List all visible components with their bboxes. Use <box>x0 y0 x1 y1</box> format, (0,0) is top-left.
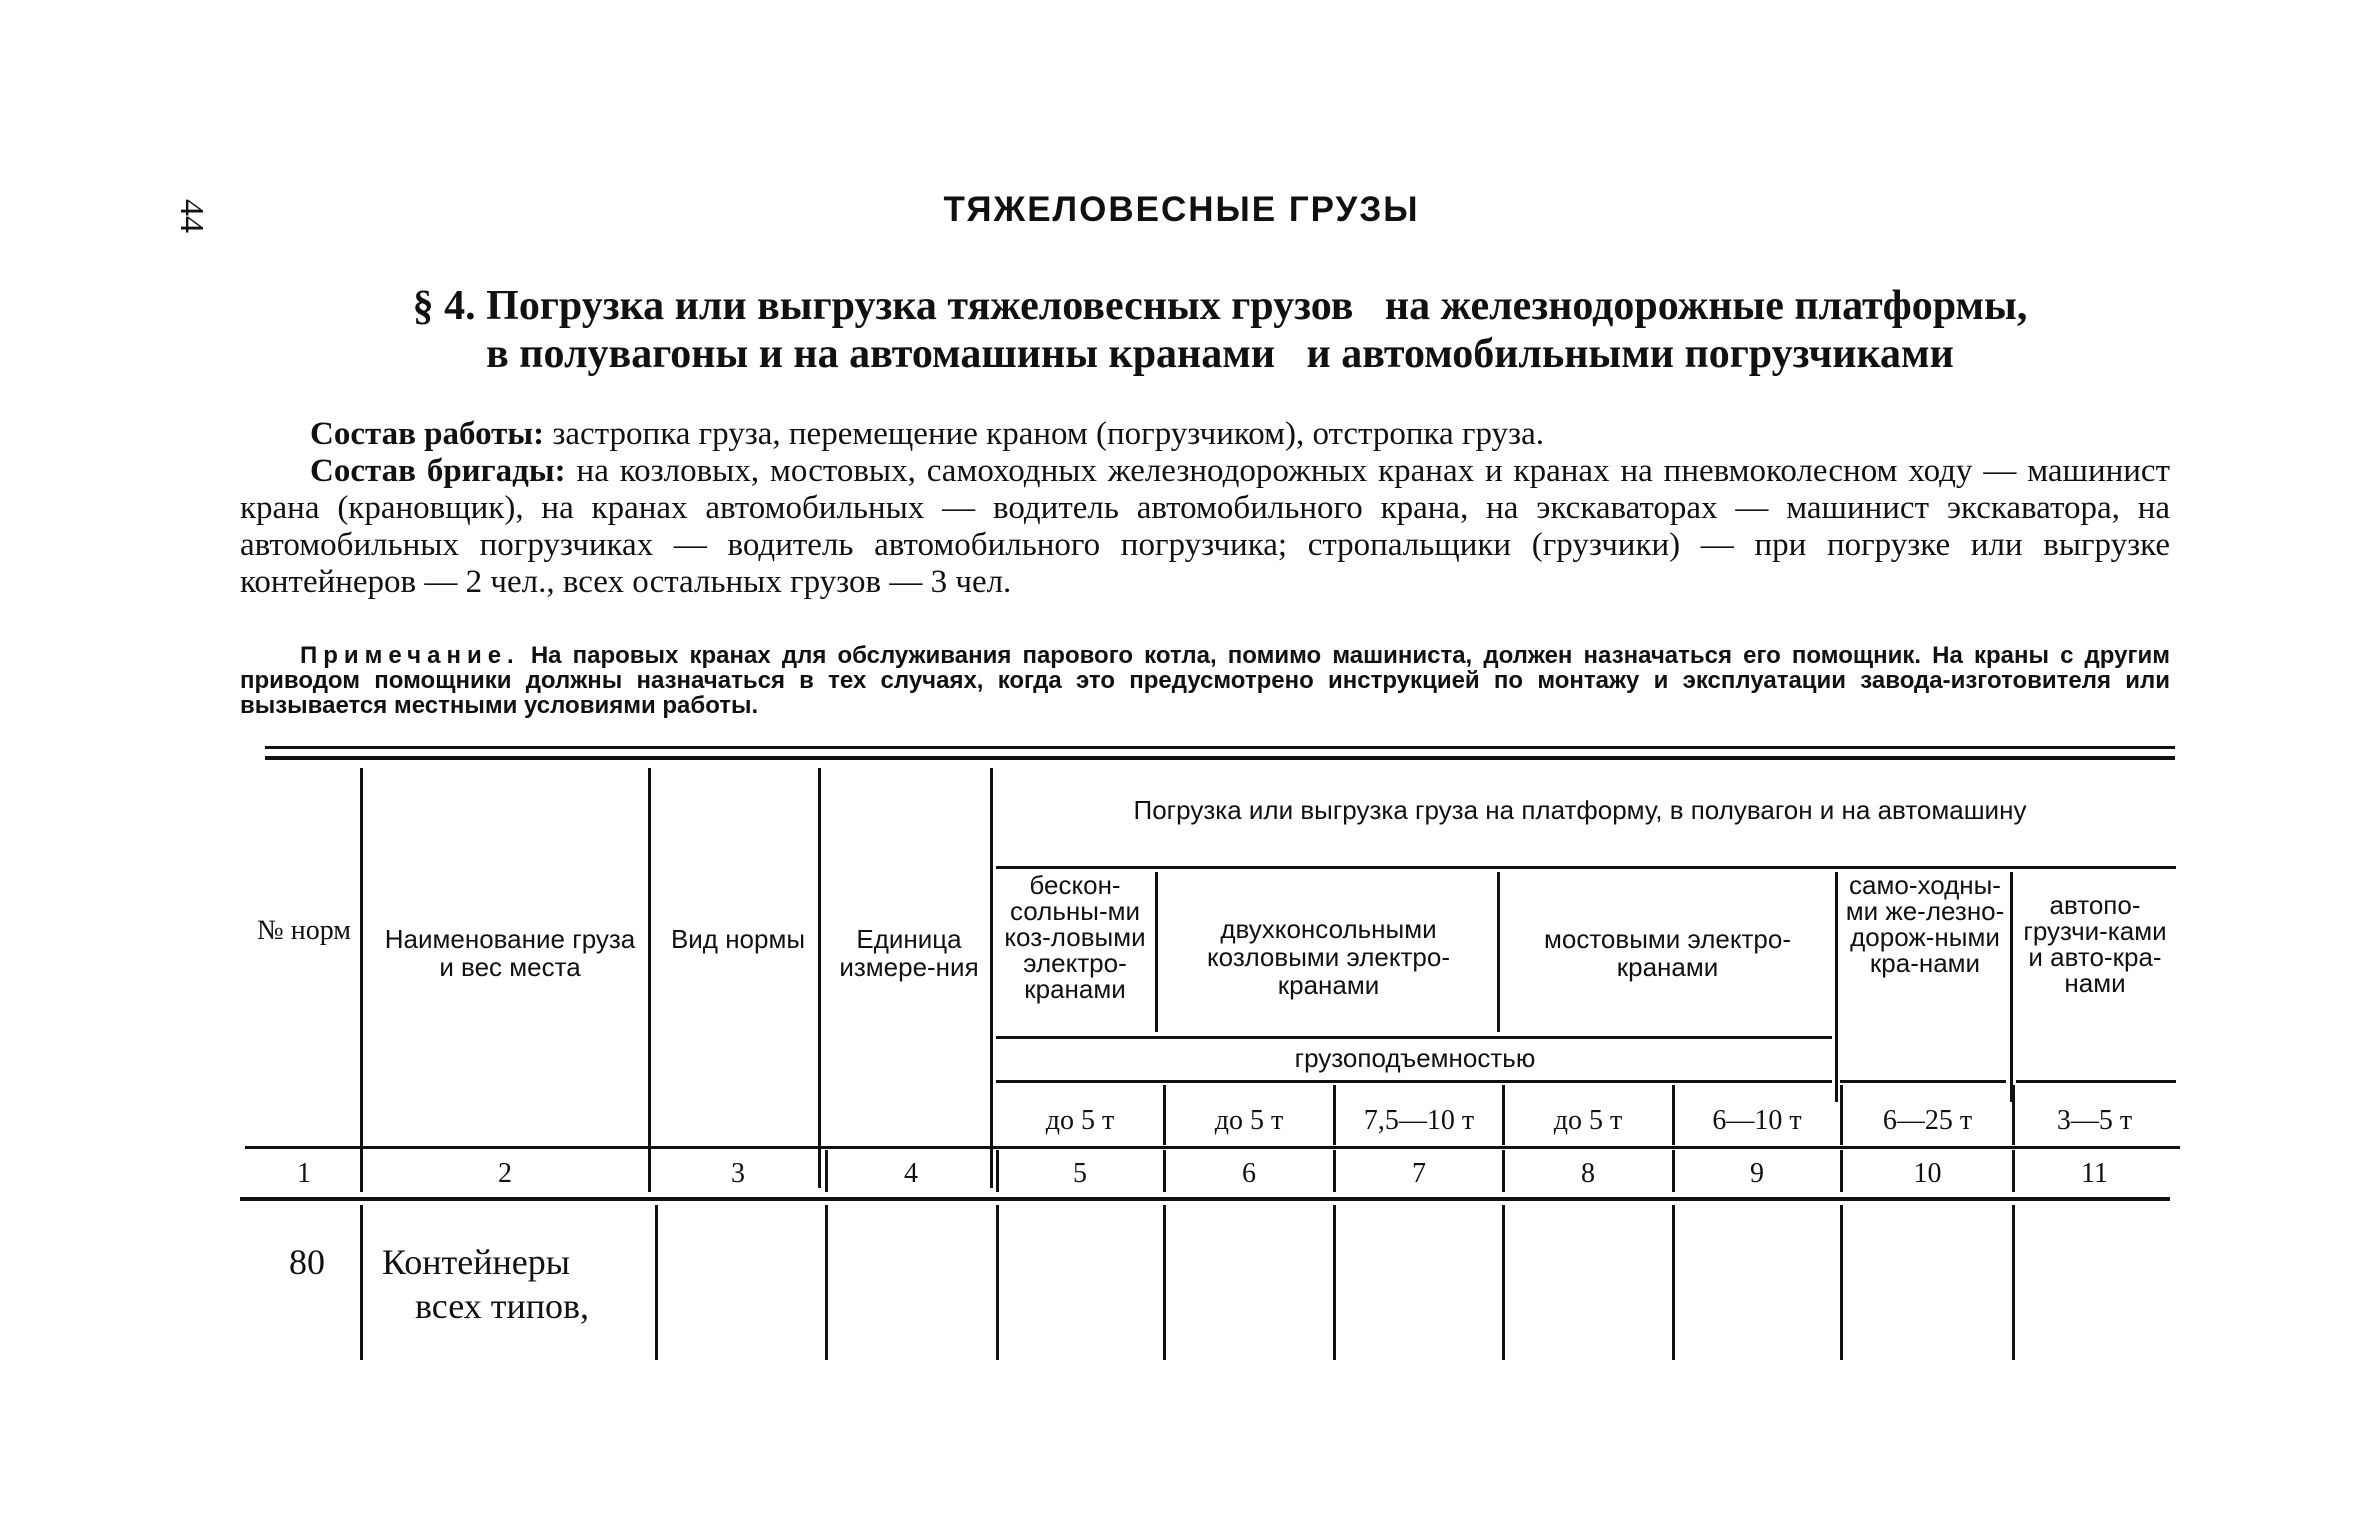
col-divider-3 <box>818 768 821 1188</box>
header-cap-6: до 5 т <box>1214 1105 1284 1136</box>
header-bridge: мостовыми электро-кранами <box>1543 924 1791 982</box>
header-group-title: Погрузка или выгрузка груза на платформу, в полувагон и на автомашину <box>1133 795 2027 825</box>
col-number-8: 8 <box>1581 1158 1595 1189</box>
cap-divider-4 <box>1672 1085 1675 1145</box>
header-double-cantilever: двухконсольными козловыми электро-кранами <box>1207 914 1450 1000</box>
body-divider-9 <box>1840 1205 1843 1360</box>
col-number-3: 3 <box>731 1158 745 1189</box>
body-divider-4 <box>996 1205 999 1360</box>
table-row-norm-no: 80 <box>289 1242 325 1282</box>
header-cap-11: 3—5 т <box>2056 1105 2133 1136</box>
header-cargo-name: Наименование груза и вес места <box>384 924 636 982</box>
col-number-4: 4 <box>904 1158 918 1189</box>
sub-divider-a <box>1155 872 1158 1032</box>
body-divider-7 <box>1502 1205 1505 1360</box>
header-cap-5: до 5 т <box>1045 1105 1115 1136</box>
sub-divider-c <box>1835 872 1838 1102</box>
crew-composition-label: Состав бригады: <box>310 453 566 489</box>
note-label: Примечание. <box>300 642 520 669</box>
table-top-rule <box>265 746 2175 749</box>
header-cap-10: 6—25 т <box>1882 1105 1973 1136</box>
table-top-rule-2 <box>265 756 2175 760</box>
body-divider-8 <box>1672 1205 1675 1360</box>
header-norm-type: Вид нормы <box>670 924 806 954</box>
num-divider-4 <box>996 1150 999 1192</box>
num-divider-2 <box>648 1150 651 1192</box>
note-text: На паровых кранах для обслуживания парового котла, помимо машиниста, должен назначаться его помощник. На краны с другим приводом помощники должны назначаться в тех случаях, когда это предусмотрено инструкцией по монтажу и эксплуатации завода-изготовителя или вызывается местными условиями работы. <box>240 642 2170 719</box>
body-divider-3 <box>825 1205 828 1360</box>
work-composition-text: застропка груза, перемещение краном (погрузчиком), отстропка груза. <box>544 416 1544 452</box>
num-divider-6 <box>1333 1150 1336 1192</box>
num-divider-10 <box>2012 1150 2015 1192</box>
cap-divider-2 <box>1333 1085 1336 1145</box>
capacity-rule <box>996 1036 1832 1039</box>
col-number-2: 2 <box>498 1158 512 1189</box>
cap-divider-6 <box>2012 1085 2015 1145</box>
header-unit: Единица измере-ния <box>839 924 979 982</box>
col-number-6: 6 <box>1242 1158 1256 1189</box>
col-divider-1 <box>360 768 363 1188</box>
capacity-rule-4 <box>2016 1080 2176 1083</box>
col-number-11: 11 <box>2081 1158 2108 1189</box>
num-divider-3 <box>825 1150 828 1192</box>
page-number: 44 <box>173 199 210 233</box>
col-number-1: 1 <box>297 1158 311 1189</box>
body-divider-10 <box>2012 1205 2015 1360</box>
header-self-propelled: само-ходны-ми же-лезно-дорож-ными кра-нами <box>1845 870 2005 978</box>
capacity-rule-3 <box>1840 1080 2006 1083</box>
header-cantilever-free: бескон-сольны-ми коз-ловыми электро-кранами <box>1004 870 1146 1004</box>
col-divider-4 <box>990 768 993 1188</box>
col-number-10: 10 <box>1913 1158 1942 1189</box>
work-composition-label: Состав работы: <box>310 416 545 452</box>
header-cap-9: 6—10 т <box>1712 1105 1802 1136</box>
header-auto-loaders: автопо-грузчи-ками и авто-кра-нами <box>2023 890 2167 998</box>
running-header: ТЯЖЕЛОВЕСНЫЕ ГРУЗЫ <box>943 190 1420 229</box>
section-title-line1: § 4. Погрузка или выгрузка тяжеловесных грузов на железнодорожные платформы, <box>412 283 2028 329</box>
cap-divider-1 <box>1163 1085 1166 1145</box>
group-header-rule <box>996 866 2176 869</box>
header-bottom-rule <box>245 1146 2180 1149</box>
col-number-9: 9 <box>1750 1158 1764 1189</box>
body-divider-5 <box>1163 1205 1166 1360</box>
table-row-cargo-line1: Контейнеры <box>382 1242 570 1282</box>
table-row-cargo-line2: всех типов, <box>415 1286 589 1326</box>
num-divider-9 <box>1840 1150 1843 1192</box>
num-divider-8 <box>1672 1150 1675 1192</box>
col-number-7: 7 <box>1412 1158 1426 1189</box>
num-divider-1 <box>360 1150 363 1192</box>
numbers-bottom-rule <box>240 1197 2170 1201</box>
body-divider-6 <box>1333 1205 1336 1360</box>
section-title-line2: в полувагоны и на автомашины кранами и автомобильными погрузчиками <box>486 331 1954 377</box>
sub-divider-d <box>2010 872 2013 1102</box>
body-divider-1 <box>360 1205 363 1360</box>
header-cap-8: до 5 т <box>1553 1105 1623 1136</box>
header-cap-7: 7,5—10 т <box>1363 1105 1475 1136</box>
col-divider-2 <box>648 768 651 1188</box>
body-divider-2 <box>655 1205 658 1360</box>
header-capacity: грузоподъемностью <box>1294 1043 1536 1073</box>
cap-divider-5 <box>1840 1085 1843 1145</box>
crew-composition-text: на козловых, мостовых, самоходных железнодорожных кранах и кранах на пневмоколесном ходу — машинист крана (крановщик), на кранах автомобильных — водитель автомобильного крана, на экскаваторах — машинист экскаватора, на автомобильных погрузчиках — водитель автомобильного погрузчика; стропальщики (грузчики) — при погрузке или выгрузке контейнеров — 2 чел., всех остальных грузов — 3 чел. <box>240 453 2170 600</box>
sub-divider-b <box>1497 872 1500 1032</box>
header-norm-no: № норм <box>257 915 351 946</box>
num-divider-5 <box>1163 1150 1166 1192</box>
cap-divider-3 <box>1502 1085 1505 1145</box>
capacity-rule-2 <box>996 1080 1832 1083</box>
col-number-5: 5 <box>1073 1158 1087 1189</box>
num-divider-7 <box>1502 1150 1505 1192</box>
